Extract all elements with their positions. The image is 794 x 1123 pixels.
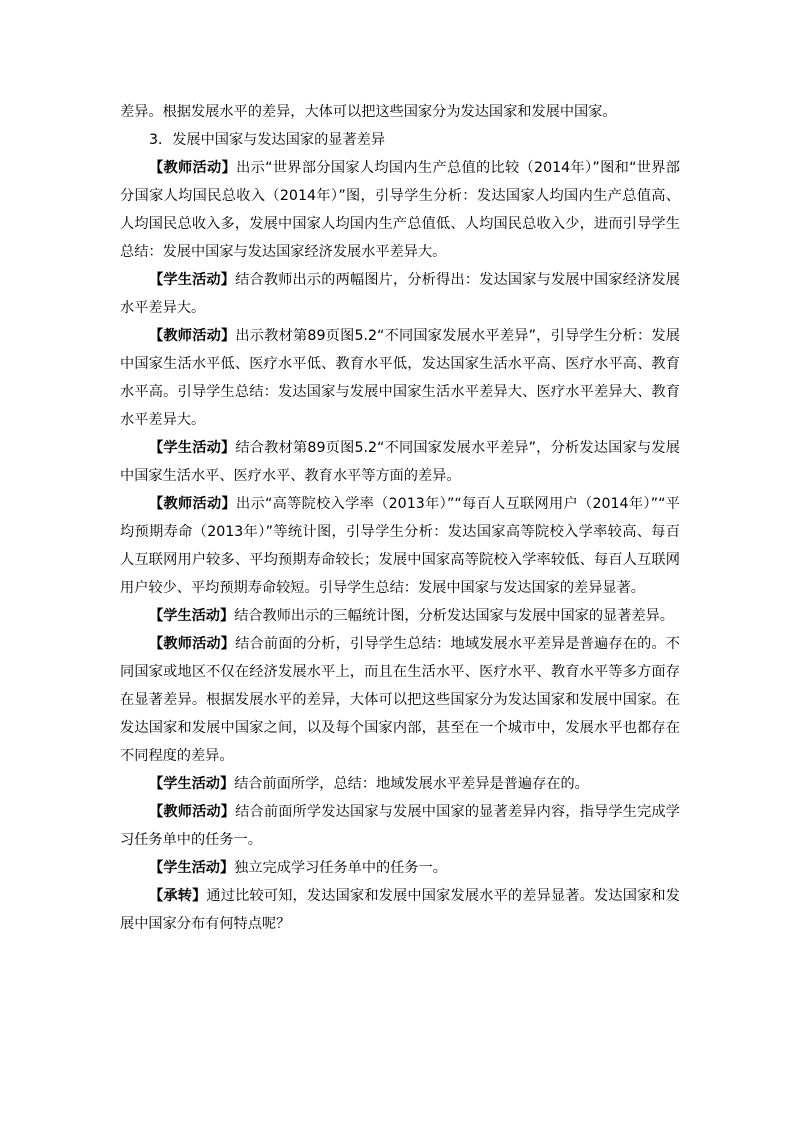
paragraph-text: 结合教材第89页图5.2“不同国家发展水平差异”，分析发达国家与发展中国家生活水平、医疗水平、教育水平等方面的差异。 xyxy=(120,440,680,484)
activity-tag: 【教师活动】 xyxy=(149,496,236,512)
activity-tag: 【教师活动】 xyxy=(149,160,237,176)
activity-tag: 【教师活动】 xyxy=(149,804,236,820)
paragraph xyxy=(120,882,680,938)
paragraph-text: 结合前面所学发达国家与发展中国家的显著差异内容，指导学生完成学习任务单中的任务一。 xyxy=(120,804,680,848)
activity-tag: 【教师活动】 xyxy=(149,636,236,652)
paragraph-text: 出示“世界部分国家人均国内生产总值的比较（2014年）”图和“世界部分国家人均国民总收入（2014年）”图，引导学生分析：发达国家人均国内生产总值高、人均国民总收入多，发展中国家人均国内生产总值低、人均国民总收入少，进而引导学生总结：发展中国家与发达国家经济发展水平差异大。 xyxy=(120,160,680,260)
paragraph-text: 结合教师出示的两幅图片，分析得出：发达国家与发展中国家经济发展水平差异大。 xyxy=(120,272,680,316)
section-heading-text: 3．发展中国家与发达国家的显著差异 xyxy=(149,132,386,148)
paragraph xyxy=(120,98,680,126)
paragraph-text: 结合前面的分析，引导学生总结：地域发展水平差异是普遍存在的。不同国家或地区不仅在经济发展水平上，而且在生活水平、医疗水平、教育水平等多方面存在显著差异。根据发展水平的差异，大体可以把这些国家分为发达国家和发展中国家。在发达国家和发展中国家之间，以及每个国家内部，甚至在一个城市中，发展水平也都存在不同程度的差异。 xyxy=(120,636,680,764)
paragraph-text: 结合前面所学，总结：地域发展水平差异是普遍存在的。 xyxy=(234,776,589,792)
paragraph-text: 出示“高等院校入学率（2013年）”“每百人互联网用户（2014年）”“平均预期寿命（2013年）”等统计图，引导学生分析：发达国家高等院校入学率较高、每百人互联网用户较多、平均预期寿命较长；发展中国家高等院校入学率较低、每百人互联网用户较少、平均预期寿命较短。引导学生总结：发展中国家与发达国家的差异显著。 xyxy=(120,496,680,596)
paragraph xyxy=(120,630,680,770)
paragraph-text: 差异。根据发展水平的差异，大体可以把这些国家分为发达国家和发展中国家。 xyxy=(120,104,617,120)
paragraph-text: 结合教师出示的三幅统计图，分析发达国家与发展中国家的显著差异。 xyxy=(234,608,674,624)
paragraph xyxy=(120,434,680,490)
paragraph xyxy=(120,854,680,882)
paragraph-text: 通过比较可知，发达国家和发展中国家发展水平的差异显著。发达国家和发展中国家分布有何特点呢？ xyxy=(120,888,680,932)
document-page xyxy=(120,98,680,938)
paragraph xyxy=(120,490,680,602)
paragraph-text: 出示教材第89页图5.2“不同国家发展水平差异”，引导学生分析：发展中国家生活水平低、医疗水平低、教育水平低，发达国家生活水平高、医疗水平高、教育水平高。引导学生总结：发达国家与发展中国家生活水平差异大、医疗水平差异大、教育水平差异大。 xyxy=(120,328,680,428)
paragraph xyxy=(120,770,680,798)
activity-tag: 【学生活动】 xyxy=(149,440,236,456)
paragraph xyxy=(120,322,680,434)
activity-tag: 【学生活动】 xyxy=(149,860,235,876)
activity-tag: 【教师活动】 xyxy=(149,328,236,344)
section-heading xyxy=(120,126,680,154)
activity-tag: 【承转】 xyxy=(149,888,207,904)
paragraph xyxy=(120,602,680,630)
paragraph xyxy=(120,798,680,854)
paragraph xyxy=(120,266,680,322)
paragraph-text: 独立完成学习任务单中的任务一。 xyxy=(234,860,447,876)
paragraph xyxy=(120,154,680,266)
activity-tag: 【学生活动】 xyxy=(149,776,235,792)
activity-tag: 【学生活动】 xyxy=(149,608,235,624)
activity-tag: 【学生活动】 xyxy=(149,272,236,288)
